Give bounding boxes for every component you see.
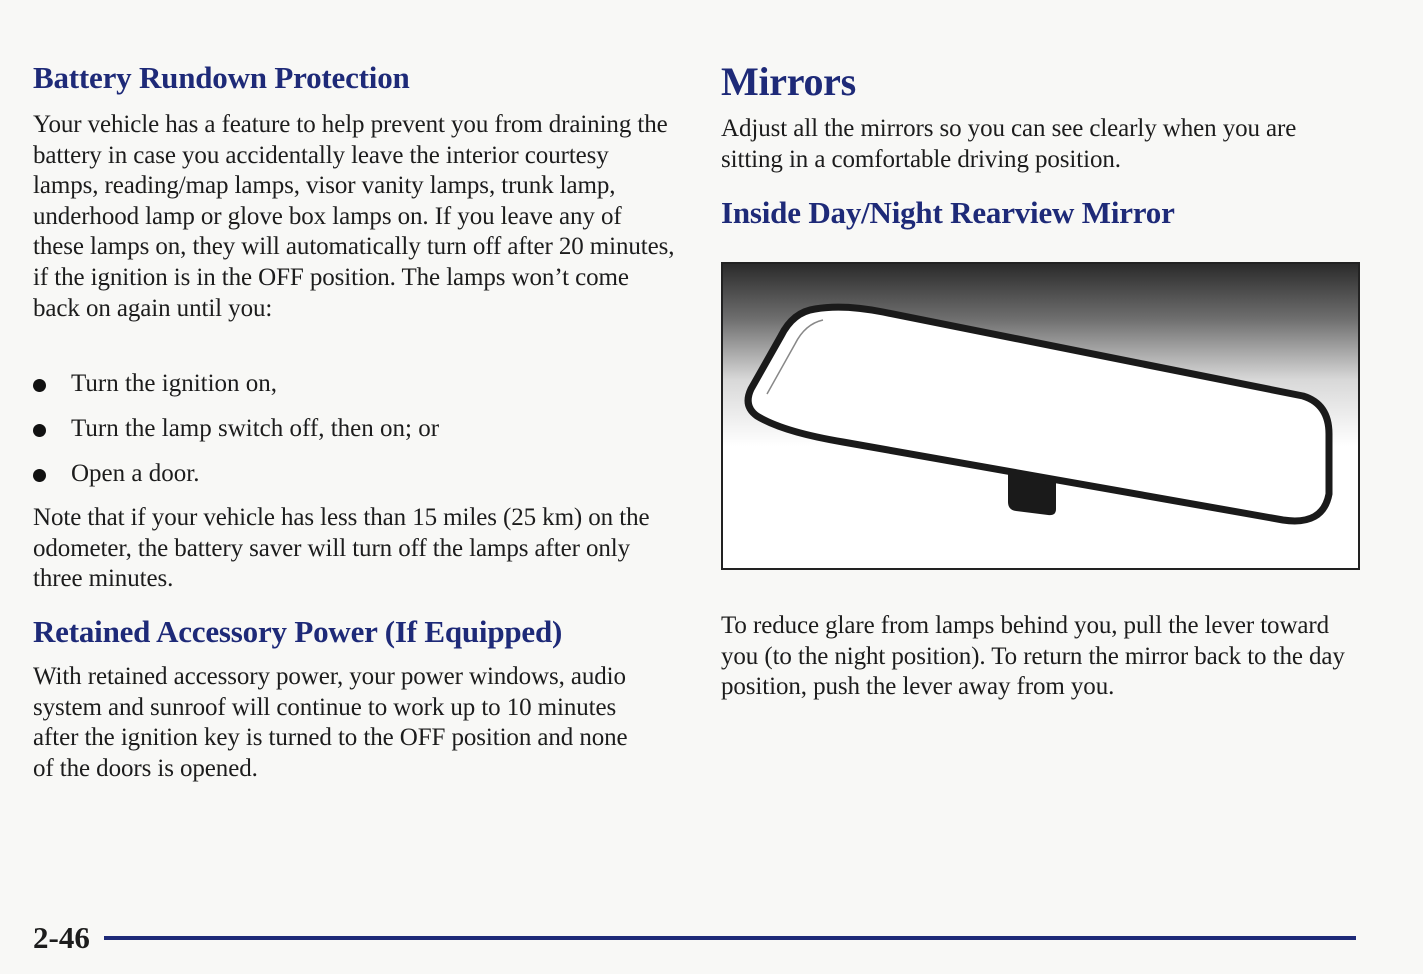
bullet-icon (33, 469, 46, 482)
list-item (33, 369, 678, 414)
battery-note: Note that if your vehicle has less than 15 miles (25 km) on the odometer, the battery saver will turn off the lamps after only three minutes. (33, 504, 650, 593)
bullet-text: Open a door. (71, 460, 200, 487)
bullet-icon (33, 424, 46, 437)
rearview-mirror-illustration (721, 262, 1360, 570)
retained-power-paragraph: With retained accessory power, your power windows, audio system and sunroof will continue to work up to 10 minutes after the ignition key is turned to the OFF position and none of the doors is opened. (33, 663, 628, 782)
battery-heading: Battery Rundown Protection (33, 60, 410, 95)
bullet-text: Turn the lamp switch off, then on; or (71, 415, 440, 442)
battery-paragraph: Your vehicle has a feature to help prevent you from draining the battery in case you accidentally leave the interior courtesy lamps, reading/map lamps, visor vanity lamps, trunk lamp, underhood lamp or glove box lamps on. If you leave any of these lamps on, they will automatically turn off after 20 minutes, if the ignition is in the OFF position. The lamps won’t come back on again until you: (33, 111, 675, 322)
bullet-icon (33, 379, 46, 392)
retained-power-heading: Retained Accessory Power (If Equipped) (33, 614, 563, 649)
list-item (33, 414, 678, 459)
mirrors-title: Mirrors (721, 59, 856, 104)
bullet-text: Turn the ignition on, (71, 370, 278, 397)
rearview-paragraph: To reduce glare from lamps behind you, pull the lever toward you (to the night position). To return the mirror back to the day position, push the lever away from you. (721, 612, 1345, 701)
mirror-icon (723, 264, 1358, 568)
mirrors-paragraph: Adjust all the mirrors so you can see clearly when you are sitting in a comfortable driving position. (721, 115, 1297, 173)
battery-bullet-list (33, 369, 678, 504)
page-number: 2-46 (33, 920, 90, 955)
list-item (33, 459, 678, 504)
rearview-heading: Inside Day/Night Rearview Mirror (721, 195, 1175, 230)
footer-rule (104, 936, 1356, 940)
